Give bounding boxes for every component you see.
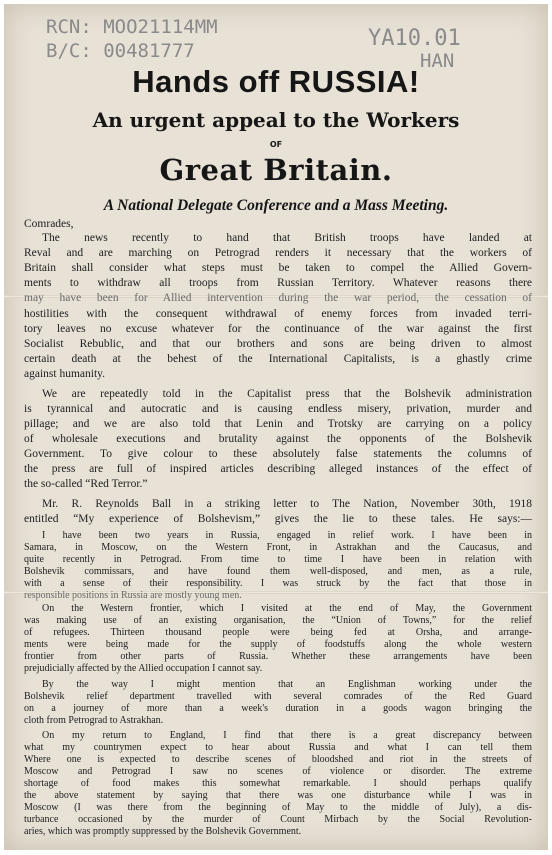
subtitle-conference: A National Delegate Conference and a Mass Meeting. xyxy=(103,197,449,214)
quote-line: turbance occasioned by the murder of Count Mirbach by the Social Revolution- xyxy=(24,814,532,825)
quote-line: I have been two years in Russia, engaged in relief work. I have been in xyxy=(42,530,532,541)
shelfmark-suffix: HAN xyxy=(420,50,455,72)
quote-line: quite recently in Petrograd. From time to time I have been in relation with xyxy=(24,554,532,565)
quote-line: Samara, in Moscow, on the Western Front, in Astrakhan and the Caucasus, and xyxy=(24,542,532,553)
body-line: Reval and are marching on Petrograd renders it necessary that the workers of xyxy=(24,247,532,259)
shelfmark: YA10.01 xyxy=(368,26,461,51)
subtitle-country: Great Britain. xyxy=(159,153,393,187)
body-line: the so-called “Red Terror.” xyxy=(24,478,148,490)
body-line: the press are full of inspired articles describing alleged instances of the effect of xyxy=(24,463,532,475)
quote-line: Bolshevik commissars, and have found them well-disposed, and men, as a rule, xyxy=(24,566,532,577)
body-line: Mr. R. Reynolds Ball in a striking letter to The Nation, November 30th, 1918 xyxy=(42,498,532,510)
quote-line: Bolshevik relief department travelled with several comrades of the Red Guard xyxy=(24,691,532,702)
quote-line: Where one is expected to describe scenes of bloodshed and riot in the streets of xyxy=(24,754,532,765)
body-line: entitled “My experience of Bolshevism,” gives the lie to these tales. He says:— xyxy=(24,513,532,525)
subtitle-of: OF xyxy=(269,140,283,149)
body-line: ments to withdraw all troops from Russian Territory. Whatever reasons there xyxy=(24,277,532,289)
quote-line: aries, which was promptly suppressed by the Bolshevik Government. xyxy=(24,826,302,837)
catalog-number: RCN: MOO21114MM xyxy=(46,16,218,38)
body-line: Socialist Rebublic, and that our brothers and sons are being driven to almost xyxy=(24,338,532,350)
body-line: certain death at the behest of the International Capitalists, is a ghastly crime xyxy=(24,353,532,365)
quote-line: what my countrymen expect to hear about Russia and what I can tell them xyxy=(24,742,532,753)
quote-line: on a journey of more than a week's duration in a goods wagon bringing the xyxy=(24,703,532,714)
body-line: hostilities with the consequent withdrawal of enemy forces from invaded terri- xyxy=(24,308,532,320)
body-line: of wholesale executions and brutality against the opponents of the Bolshevik xyxy=(24,433,532,445)
quote-line: shortage of food makes this somewhat remarkable. I should perhaps qualify xyxy=(24,778,532,789)
body-line: Government. To give colour to these absolutely false statements the columns of xyxy=(24,448,532,460)
body-line: against humanity. xyxy=(24,368,106,380)
body-line: is tyrannical and autocratic and is causing endless misery, privation, murder and xyxy=(24,403,532,415)
salutation: Comrades, xyxy=(24,218,74,230)
quote-line: responsible positions in Russia are mostly young men. xyxy=(24,590,242,601)
quote-line: frontier from other parts of Russia. Whether these arrangements have been xyxy=(24,651,532,662)
quote-line: prejudicially affected by the Allied occupation I cannot say. xyxy=(24,663,263,674)
body-line: tory leaves no excuse whatever for the continuance of the war against the first xyxy=(24,323,532,335)
body-line: Britain shall consider what steps must be taken to compel the Allied Govern- xyxy=(24,262,532,274)
quote-line: of refugees. Thirteen thousand people were being fed at Orsha, and arrange- xyxy=(24,627,532,638)
quote-line: Moscow and Petrograd I saw no scenes of violence or disorder. The extreme xyxy=(24,766,532,777)
document-page xyxy=(4,4,548,850)
quote-line: By the way I might mention that an Englishman working under the xyxy=(42,679,532,690)
quote-line: was making use of an existing organisation, the “Union of Towns,” for the relief xyxy=(24,615,532,626)
quote-line: the above statement by saying that there was one disturbance while I was in xyxy=(24,790,532,801)
barcode-number: B/C: 00481777 xyxy=(46,40,195,62)
quote-line: ments were being made for the supply of foodstuffs along the whole western xyxy=(24,639,532,650)
quote-line: cloth from Petrograd to Astrakhan. xyxy=(24,715,164,726)
quote-line: Moscow (I was there from the beginning of May to the middle of July), a dis- xyxy=(24,802,532,813)
body-line: pillage; and we are also told that Lenin and Trotsky are carrying on a policy xyxy=(24,418,532,430)
body-line: We are repeatedly told in the Capitalist press that the Bolshevik administration xyxy=(42,388,532,400)
quote-line: On my return to England, I find that there is a great discrepancy between xyxy=(42,730,532,741)
quote-line: On the Western frontier, which I visited at the end of May, the Government xyxy=(42,603,532,614)
quote-line: with a sense of their responsibility. I was struck by the fact that those in xyxy=(24,578,532,589)
subtitle-appeal: An urgent appeal to the Workers xyxy=(92,108,460,132)
body-line: may have been for Allied intervention during the war period, the cessation of xyxy=(24,292,532,304)
page-title: Hands off RUSSIA! xyxy=(132,64,420,99)
body-line: The news recently to hand that British troops have landed at xyxy=(42,232,532,244)
